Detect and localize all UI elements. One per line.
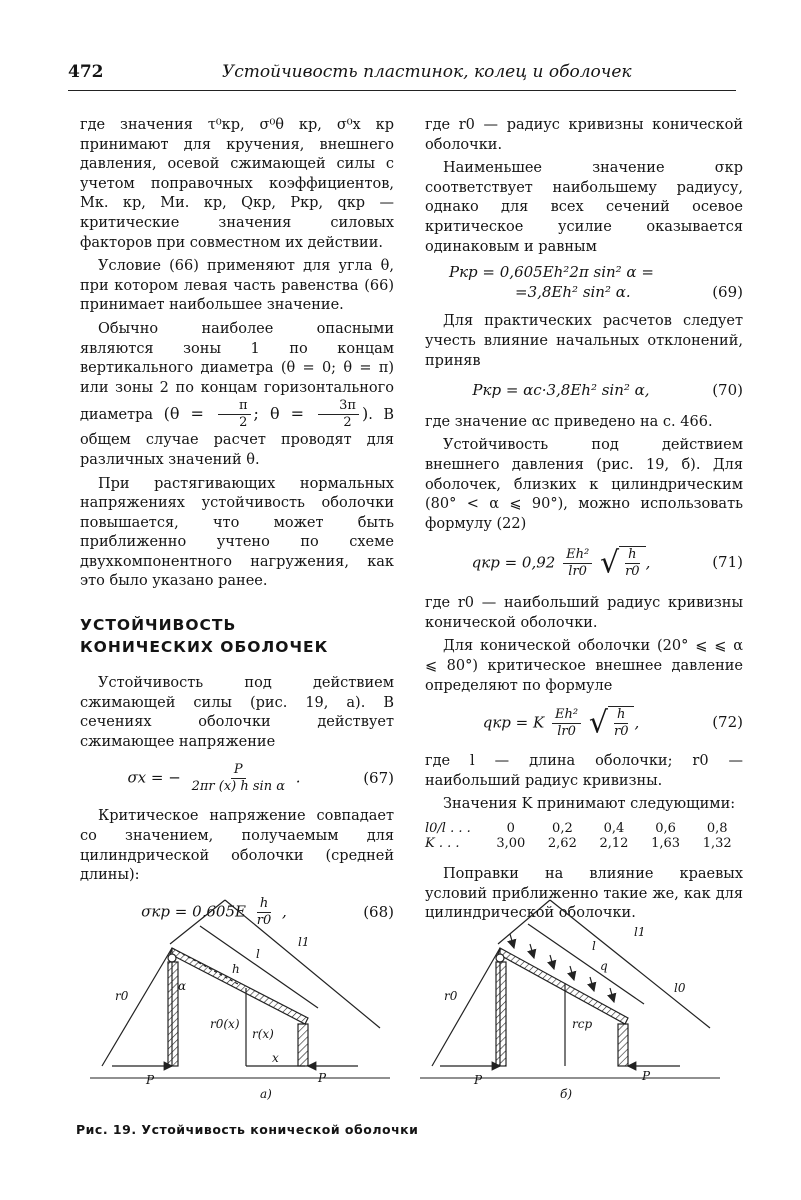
left-column (80, 116, 394, 941)
label-r0x: r0(x) (210, 1017, 240, 1031)
frac-den: 2 (239, 415, 248, 431)
section-title (80, 614, 394, 658)
frac-num: P (231, 762, 246, 779)
table-cell: 1,63 (651, 836, 681, 852)
table-cell: 0,8 (706, 821, 728, 837)
equation-number: (67) (363, 769, 394, 788)
frac-num: h (625, 547, 639, 564)
label-P-right-b: P (642, 1069, 651, 1083)
header-rule (68, 90, 736, 91)
eq-lhs: σx = − (127, 768, 181, 787)
eq-line: Pкр = 0,605Eh²2π sin² α = (449, 263, 654, 282)
theta-values: (θ = $\frac{\pi}{2}$ ; θ = $\frac{3\pi}{2}$ ) (163, 398, 369, 431)
table-row (425, 821, 743, 836)
equation-number: (69) (712, 282, 743, 301)
label-sub-a: а) (260, 1087, 272, 1101)
right-column (425, 116, 743, 928)
eq-tail: , (282, 902, 287, 921)
paragraph: где r0 — радиус кривизны конической оболочки. (425, 117, 743, 153)
equation-number: (72) (712, 713, 743, 732)
frac-num: Eh² (563, 547, 592, 564)
section-title-line: КОНИЧЕСКИХ ОБОЛОЧЕК (80, 638, 329, 657)
table-row (425, 836, 743, 851)
table-row-label: l0/l . . . (425, 821, 471, 837)
figure-panel-a (90, 900, 390, 1078)
eq-lhs: qкр = K (482, 713, 545, 732)
frac-den: 2πr (x) h sin α (191, 779, 285, 795)
equation-67 (80, 762, 394, 795)
paragraph: Поправки на влияние краевых условий приближенно такие же, как для цилиндрической оболочки. (425, 866, 743, 922)
label-alpha: α (178, 979, 187, 993)
frac-den: r0 (613, 724, 629, 740)
paragraph-text: Обычно наиболее опасными являются зоны 1 по концам вертикального диаметра (θ = 0; θ = π) или зоны 2 по концам горизонтального диаметра (80, 320, 394, 424)
label-P-right: P (318, 1071, 327, 1085)
table-cell: 2,62 (547, 836, 577, 852)
paragraph: где r0 — наибольший радиус кривизны конической оболочки. (425, 595, 743, 631)
paragraph: Устойчивость под действием внешнего давления (рис. 19, б). Для оболочек, близких к цилиндрическим (80° < α ⩽ 90°), можно использовать формулу (22) (425, 437, 743, 532)
equation-69 (425, 263, 743, 302)
k-values-table (425, 821, 743, 851)
table-row-label: K . . . (425, 836, 460, 852)
running-header: Устойчивость пластинок, колец и оболочек (222, 62, 632, 82)
equation-72: qкр = K $\frac{\text{Eh²}}{lr0}$ √ $\frac{h}{r0}$ , (72) (482, 705, 743, 741)
frac-num: h (614, 707, 628, 724)
label-q: q (600, 959, 608, 973)
page-number: 472 (68, 62, 104, 82)
paragraph: Устойчивость под действием сжимающей силы (рис. 19, а). В сечениях оболочки действует сжимающее напряжение (80, 675, 394, 750)
frac-num: h (257, 896, 271, 913)
paragraph: где значения τ⁰кр, σ⁰θ кр, σ⁰x кр принимают для кручения, внешнего давления, осевой сжимающей силы с учетом поправочных коэффициентов, Mк. кр, Mи. кр, Qкр, Pкр, qкр — критические значения силовых факторов при совместном их действии. (80, 117, 394, 251)
label-l1-b: l1 (634, 925, 646, 939)
paragraph: Критическое напряжение совпадает со значением, получаемым для цилиндрической оболочки (средней длины): (80, 808, 394, 884)
frac-num: Eh² (552, 707, 581, 724)
label-P-left-b: P (474, 1073, 483, 1087)
label-l0-b: l0 (674, 981, 686, 995)
equation-71: qкр = 0,92 $\frac{\text{Eh²}}{lr0}$ √ $\frac{h}{r0}$ , (71) (471, 545, 743, 581)
figure-19 (60, 888, 750, 1118)
paragraph-text: . В общем случае расчет проводят для различных значений θ. (80, 407, 395, 468)
label-P-left: P (146, 1073, 155, 1087)
label-rcp: rср (572, 1017, 593, 1031)
label-h: h (232, 962, 240, 976)
label-r0: r0 (115, 989, 129, 1003)
eq-line: =3,8Eh² sin² α. (515, 282, 631, 301)
frac-num: π (218, 398, 251, 415)
figure-caption: Рис. 19. Устойчивость конической оболочки (76, 1122, 419, 1137)
sqrt-sign: √ (599, 545, 620, 581)
frac-den: r0 (256, 912, 272, 928)
eq-tail: . (295, 768, 301, 787)
table-cell: 0,2 (552, 821, 573, 837)
label-rx: r(x) (252, 1027, 274, 1041)
equation-number: (68) (363, 902, 394, 921)
table-cell: 0,4 (603, 821, 625, 837)
paragraph: Условие (66) применяют для угла θ, при котором левая часть равенства (66) принимает наибольшее значение. (80, 258, 394, 314)
sqrt-sign: √ (588, 705, 608, 741)
frac-den: lr0 (557, 724, 576, 740)
paragraph: Для конической оболочки (20° ⩽ ⩽ α ⩽ 80°) критическое внешнее давление определяют по формуле (425, 638, 743, 694)
equation-number: (71) (712, 553, 743, 572)
paragraph: Для практических расчетов следует учесть влияние начальных отклонений, приняв (425, 313, 743, 369)
section-title-line: УСТОЙЧИВОСТЬ (80, 616, 237, 635)
frac-num: 3π (318, 398, 359, 415)
label-l: l (256, 947, 260, 961)
eq-lhs: σкр = 0,605E (141, 902, 246, 921)
eq-lhs: qкр = 0,92 (471, 553, 556, 572)
table-cell: 2,12 (599, 836, 629, 852)
table-cell: 0,6 (655, 821, 676, 837)
eq-body: Pкр = αc·3,8Eh² sin² α, (472, 381, 650, 400)
paragraph: где значение αc приведено на с. 466. (425, 413, 713, 430)
paragraph (80, 320, 394, 471)
frac-den: 2 (343, 415, 352, 431)
label-x: x (272, 1051, 279, 1065)
label-r0-b: r0 (444, 989, 458, 1003)
table-cell: 1,32 (702, 836, 732, 852)
paragraph: Значения K принимают следующими: (443, 796, 736, 813)
label-sub-b: б) (560, 1087, 573, 1101)
frac-den: r0 (625, 564, 640, 580)
equation-70 (425, 381, 743, 401)
label-l1: l1 (298, 935, 310, 949)
frac-den: lr0 (568, 564, 587, 580)
paragraph: где l — длина оболочки; r0 — наибольший радиус кривизны. (425, 753, 743, 789)
table-cell: 3,00 (496, 836, 526, 852)
paragraph: При растягивающих нормальных напряжениях устойчивость оболочки повышается, что может быть приближенно учтено по схеме двухкомпонентного нагружения, как это было указано ранее. (80, 475, 394, 590)
equation-number: (70) (712, 381, 743, 400)
table-cell: 0 (506, 821, 515, 837)
paragraph: Наименьшее значение σкр соответствует наибольшему радиусу, однако для всех сечений осевое критическое усилие оказывается одинаковым и равным (425, 160, 743, 255)
label-l-b: l (592, 939, 596, 953)
